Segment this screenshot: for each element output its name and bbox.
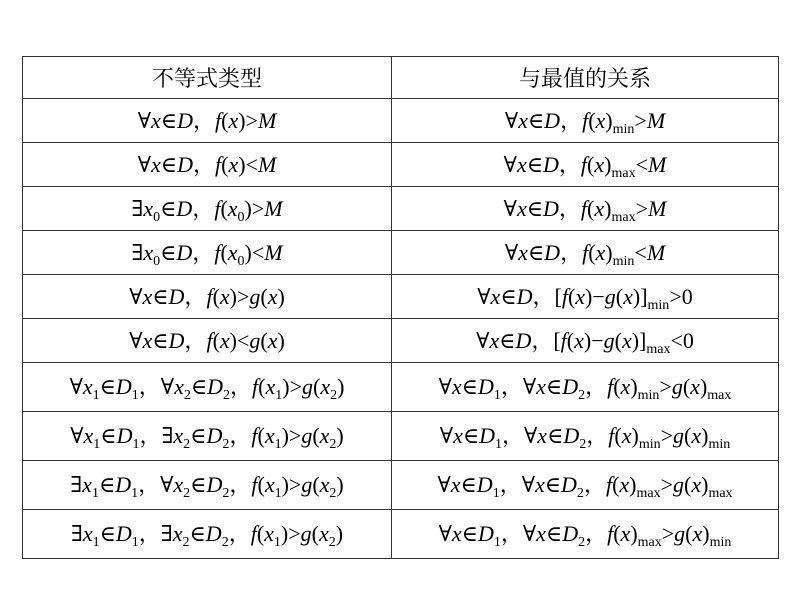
inequality-formula: $\forall x_1\in D_1$，$\forall x_2\in D_2$，$f(x_1)>g(x_2)$ xyxy=(69,374,345,403)
inequality-formula: $\forall x_1\in D_1$，$\exists x_2\in D_2$，$f(x_1)>g(x_2)$ xyxy=(70,423,344,452)
inequality-table xyxy=(22,56,779,559)
inequality-type-cell xyxy=(23,143,392,187)
extremum-relation-cell xyxy=(392,187,779,231)
table-row xyxy=(23,461,779,510)
extremum-formula: ∀x∈D，$f(x)_{max}>M$ xyxy=(503,195,667,225)
table-row xyxy=(23,363,779,412)
inequality-type-cell xyxy=(23,231,392,275)
header-extremum-relation: 与最值的关系 xyxy=(392,57,779,99)
extremum-formula: $\forall x\in D_1$，$\forall x\in D_2$，$f(x)_{max}>g(x)_{min}$ xyxy=(438,521,732,550)
table-row xyxy=(23,510,779,559)
inequality-formula: ∀x∈D，f(x)>g(x) xyxy=(129,283,285,309)
extremum-relation-cell xyxy=(392,319,779,363)
extremum-formula: ∀x∈D，$f(x)_{max}<M$ xyxy=(503,151,667,181)
inequality-formula: ∀x∈D，f(x)<M xyxy=(137,151,277,177)
table-row xyxy=(23,412,779,461)
table-row xyxy=(23,319,779,363)
extremum-formula: ∀x∈D，$f(x)_{min}<M$ xyxy=(504,239,666,269)
extremum-formula: ∀x∈D，$f(x)_{min}>M$ xyxy=(504,107,666,137)
extremum-formula: ∀x∈D，$[f(x)-g(x)]_{min}>0$ xyxy=(477,283,693,313)
inequality-type-cell xyxy=(23,363,392,412)
extremum-formula: ∀x∈D，$[f(x)-g(x)]_{max}<0$ xyxy=(476,327,694,357)
table-row xyxy=(23,231,779,275)
header-row xyxy=(23,57,779,99)
extremum-relation-cell xyxy=(392,461,779,510)
header-inequality-type: 不等式类型 xyxy=(23,57,392,99)
extremum-formula: $\forall x\in D_1$，$\forall x\in D_2$，$f(x)_{max}>g(x)_{max}$ xyxy=(437,472,733,501)
inequality-formula: $\exists x_0\in D$，$f(x_0)<M$ xyxy=(131,239,283,269)
inequality-type-cell xyxy=(23,510,392,559)
extremum-relation-cell xyxy=(392,510,779,559)
inequality-type-cell xyxy=(23,461,392,510)
table-row xyxy=(23,99,779,143)
table-row xyxy=(23,143,779,187)
inequality-formula: $\exists x_0\in D$，$f(x_0)>M$ xyxy=(131,195,283,225)
extremum-relation-cell xyxy=(392,275,779,319)
extremum-relation-cell xyxy=(392,99,779,143)
inequality-type-cell xyxy=(23,275,392,319)
inequality-formula: ∀x∈D，f(x)>M xyxy=(137,107,277,133)
table-row xyxy=(23,187,779,231)
extremum-relation-cell xyxy=(392,143,779,187)
extremum-formula: $\forall x\in D_1$，$\forall x\in D_2$，$f(x)_{min}>g(x)_{min}$ xyxy=(439,423,731,452)
inequality-type-cell xyxy=(23,99,392,143)
table-row xyxy=(23,275,779,319)
extremum-relation-cell xyxy=(392,231,779,275)
extremum-formula: $\forall x\in D_1$，$\forall x\in D_2$，$f(x)_{min}>g(x)_{max}$ xyxy=(438,374,732,403)
inequality-type-cell xyxy=(23,319,392,363)
inequality-formula: ∀x∈D，f(x)<g(x) xyxy=(129,327,285,353)
inequality-formula: $\exists x_1\in D_1$，$\exists x_2\in D_2$，$f(x_1)>g(x_2)$ xyxy=(70,521,344,550)
extremum-relation-cell xyxy=(392,363,779,412)
inequality-type-cell xyxy=(23,187,392,231)
inequality-type-cell xyxy=(23,412,392,461)
inequality-formula: $\exists x_1\in D_1$，$\forall x_2\in D_2$，$f(x_1)>g(x_2)$ xyxy=(70,472,344,501)
extremum-relation-cell xyxy=(392,412,779,461)
